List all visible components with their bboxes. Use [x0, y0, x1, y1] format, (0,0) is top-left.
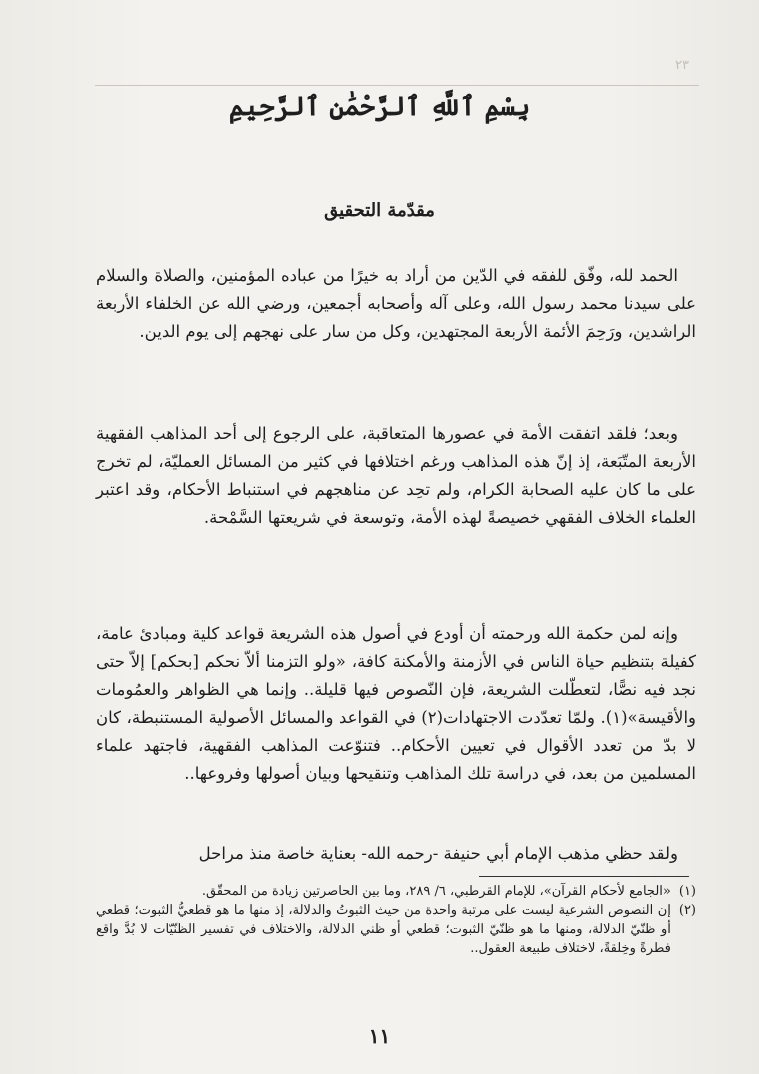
footnote-2 — [96, 901, 696, 958]
footnote-text: إن النصوص الشرعية ليست على مرتبة واحدة من حيث الثبوتُ والدلالة، إذ منها ما هو قطعيُّ الثبوت؛ قطعي أو ظنّيّ الدلالة، ومنها ما هو ظنّيّ الثبوت؛ قطعي أو ظني الدلالة، والاختلاف في تفسير الظنّيّات لا بُدَّ واقع فطرةً وخِلقةً، لاختلاف طبيعة العقول.. — [96, 903, 671, 956]
footnote-number: (٢) — [678, 903, 696, 918]
paragraph-2: وبعد؛ فلقد اتفقت الأمة في عصورها المتعاقبة، على الرجوع إلى أحد المذاهب الفقهية الأربعة المتّبَعة، إذ إنّ هذه المذاهب ورغم اختلافها في كثير من المسائل العمليّة، لم تخرج على ما كان عليه الصحابة الكرام، ولم تحِد عن مناهجهم في استنباط الأحكام، وقد اعتبر العلماء الخلاف الفقهي خصيصةً لهذه الأمة، وتوسعة في شريعتها السَّمْحة. — [96, 424, 696, 527]
paragraph-4: ولقد حظي مذهب الإمام أبي حنيفة -رحمه الله- بعناية خاصة منذ مراحل — [198, 844, 678, 863]
page-number: ١١ — [368, 1024, 391, 1048]
section-heading: مقدّمة التحقيق — [324, 200, 435, 221]
bleed-through-page-number: ٢٣ — [675, 58, 689, 73]
header-rule — [95, 85, 699, 86]
footnote-text: «الجامع لأحكام القرآن»، للإمام القرطبي، ٦/ ٢٨٩، وما بين الحاصرتين زيادة من المحقّق. — [201, 884, 671, 899]
paragraph-1: الحمد لله، وفّق للفقه في الدّين من أراد به خيرًا من عباده المؤمنين، والصلاة والسلام على سيدنا محمد رسول الله، وعلى آله وأصحابه أجمعين، ورضي الله عن الخلفاء الأربعة الراشدين، ورَحِمَ الأئمة الأربعة المجتهدين، وكل من سار على نهجهم إلى يوم الدين. — [96, 266, 696, 341]
footnote-number: (١) — [678, 884, 696, 899]
footnotes — [96, 882, 696, 958]
footnote-rule — [479, 876, 689, 877]
paragraph-3: وإنه لمن حكمة الله ورحمته أن أودع في أصول هذه الشريعة قواعد كلية ومبادئ عامة، كفيلة بتنظيم حياة الناس في الأزمنة والأمكنة كافة، «ولو التزمنا ألاّ نحكم [بحكم] إلاّ حتى نجد فيه نصًّا، لتعطّلت الشريعة، فإن النّصوص فيها قليلة.. وإنما هي الظواهر والعمُومات والأقيسة»(١). ولمّا تعدّدت الاجتهادات(٢) في القواعد والمسائل الأصولية المستنبطة، كان لا بدّ من تعدد الأقوال في تعيين الأحكام.. فتنوّعت المذاهب الفقهية، فاجتهد علماء المسلمين من بعد، في دراسة تلك المذاهب وتنقيحها وبيان أصولها وفروعها.. — [96, 624, 697, 783]
footnote-1 — [96, 882, 696, 901]
basmala: بِسْمِ ٱللَّهِ ٱلرَّحْمَٰنِ ٱلرَّحِيمِ — [228, 92, 531, 122]
